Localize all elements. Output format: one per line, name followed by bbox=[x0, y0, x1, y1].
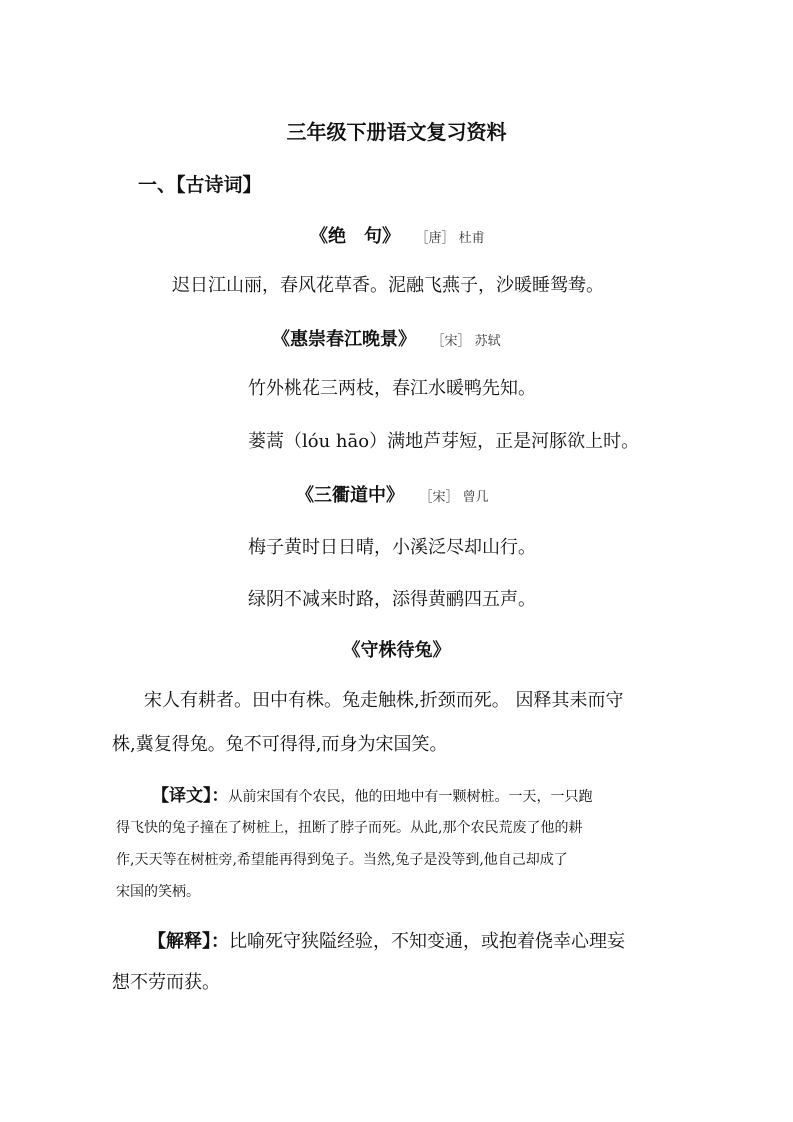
story-text-line-2: 株,冀复得兔。兔不可得得,而身为宋国笑。 bbox=[112, 734, 448, 755]
translation-text-1: 从前宋国有个农民，他的田地中有一颗树桩。一天，一只跑 bbox=[228, 789, 593, 805]
poem-1-line-1: 迟日江山丽，春风花草香。泥融飞燕子，沙暖睡鸳鸯。 bbox=[172, 275, 604, 296]
poem-3-meta: ［宋］ 曾几 bbox=[426, 490, 489, 505]
translation-line-1 bbox=[152, 781, 593, 806]
story-text-line-1: 宋人有耕者。田中有株。兔走触株,折颈而死。 因释其耒而守 bbox=[144, 690, 624, 711]
explanation-line-1 bbox=[148, 927, 625, 953]
section-heading: 一、【古诗词】 bbox=[138, 174, 262, 196]
translation-label: 【译文】： bbox=[152, 786, 229, 806]
translation-line-4: 宋国的笑柄。 bbox=[116, 884, 200, 900]
poem-3-title: 《三衢道中》 bbox=[296, 485, 404, 506]
poem-2-meta: ［宋］ 苏轼 bbox=[438, 334, 501, 349]
poem-1-meta: ［唐］ 杜甫 bbox=[422, 231, 485, 246]
explanation-line-2: 想不劳而获。 bbox=[112, 972, 220, 993]
explanation-text-1: 比喻死守狭隘经验，不知变通，或抱着侥幸心理妄 bbox=[229, 931, 625, 952]
translation-line-3: 作,天天等在树桩旁,希望能再得到兔子。当然,兔子是没等到,他自己却成了 bbox=[116, 852, 568, 868]
poem-2-title: 《惠崇春江晚景》 bbox=[272, 329, 416, 350]
poem-3-line-2: 绿阴不减来时路，添得黄鹂四五声。 bbox=[248, 589, 536, 610]
poem-1-title: 《绝 句》 bbox=[310, 226, 400, 247]
explanation-label: 【解释】： bbox=[148, 931, 229, 952]
page-title: 三年级下册语文复习资料 bbox=[286, 120, 507, 144]
poem-3-line-1: 梅子黄时日日晴，小溪泛尽却山行。 bbox=[248, 537, 536, 558]
poem-2-line-1: 竹外桃花三两枝，春江水暖鸭先知。 bbox=[248, 378, 536, 399]
translation-line-2: 得飞快的兔子撞在了树桩上，扭断了脖子而死。从此,那个农民荒废了他的耕 bbox=[116, 820, 583, 836]
poem-1-heading bbox=[310, 222, 485, 248]
story-title: 《守株待兔》 bbox=[342, 640, 451, 661]
poem-3-heading bbox=[296, 481, 489, 507]
poem-2-heading bbox=[272, 325, 501, 351]
poem-2-line-2: 蒌蒿（lóu hāo）满地芦芽短，正是河豚欲上时。 bbox=[248, 431, 640, 452]
